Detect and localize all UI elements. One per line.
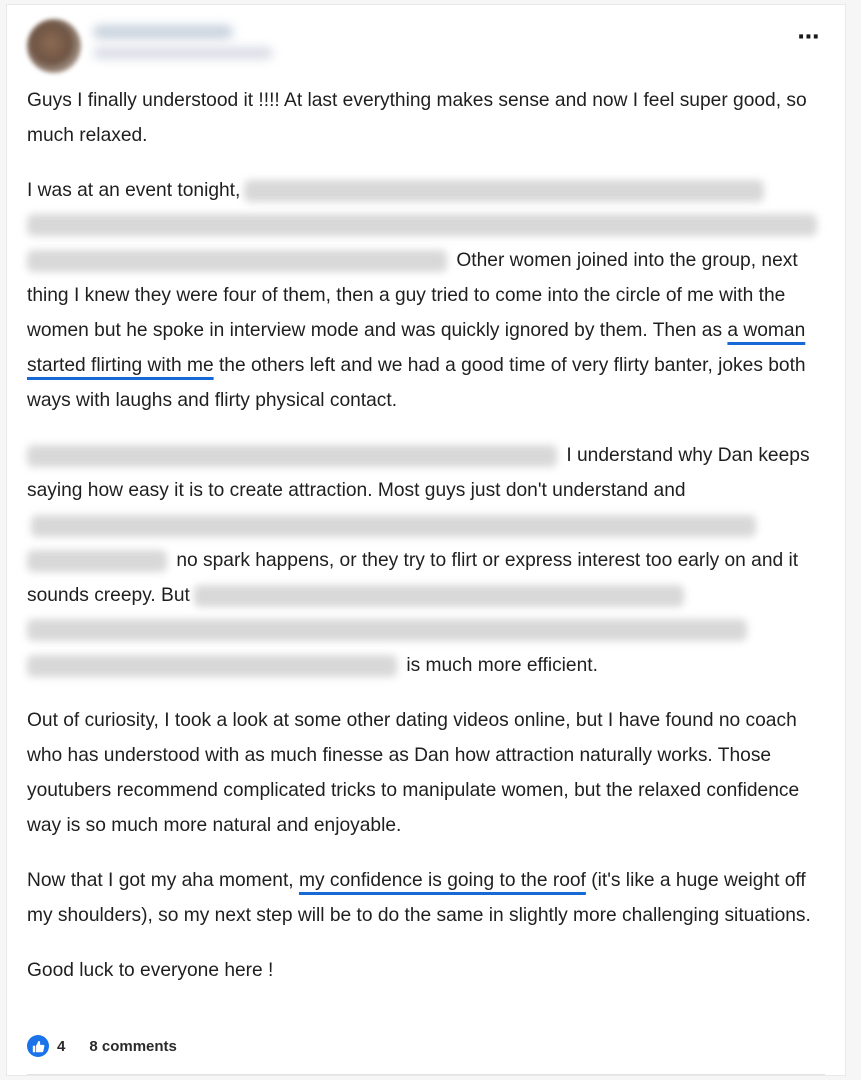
paragraph-text: Now that I got my aha moment, (27, 870, 294, 891)
paragraph-2 (27, 173, 825, 418)
paragraph-text: Other women joined into the group, next thing I knew they were four of them, then a guy tried to come into the circle of me with the women but he spoke in interview mode and was quickly ignored by them. Then as (27, 250, 798, 341)
comments-link[interactable]: 8 comments (89, 1037, 177, 1055)
thumbs-up-icon[interactable] (27, 1035, 49, 1057)
redacted-text (27, 550, 167, 572)
redacted-post-meta (93, 47, 273, 59)
paragraph-4 (27, 703, 825, 843)
paragraph-text: I was at an event tonight, (27, 180, 241, 201)
redacted-author-name (93, 25, 233, 39)
redacted-text (27, 250, 447, 272)
redacted-text (244, 180, 764, 202)
like-count[interactable]: 4 (57, 1037, 66, 1055)
redacted-text (27, 214, 817, 236)
post-footer (27, 1031, 727, 1061)
post-card (6, 4, 846, 1076)
paragraph-6 (27, 953, 825, 988)
post-body (27, 83, 825, 1008)
paragraph-3 (27, 438, 825, 683)
avatar[interactable] (27, 19, 81, 73)
paragraph-text: Out of curiosity, I took a look at some other dating videos online, but I have found no coach who has understood with as much finesse as Dan how attraction naturally works. Those youtubers recommend complicated tricks to manipulate women, but the relaxed confidence way is so much more natural and enjoyable. (27, 710, 800, 836)
paragraph-text: Guys I finally understood it !!!! At last everything makes sense and now I feel super good, so much relaxed. (27, 90, 807, 146)
highlighted-text: my confidence is going to the roof (298, 870, 586, 891)
highlighted-text: a woman started flirting with me (27, 320, 806, 376)
divider (27, 1074, 825, 1075)
paragraph-text: the others left and we had a good time of very flirty banter, jokes both ways with laughs and flirty physical contact. (27, 355, 806, 411)
paragraph-text: I understand why Dan keeps saying how easy it is to create attraction. Most guys just don't understand and (27, 445, 810, 501)
post-header (7, 5, 847, 79)
redacted-text (31, 515, 756, 537)
redacted-text (27, 655, 397, 677)
paragraph-5 (27, 863, 825, 933)
paragraph-text: (it's like a huge weight off my shoulders), so my next step will be to do the same in slightly more challenging situations. (27, 870, 811, 926)
paragraph-1 (27, 83, 825, 153)
paragraph-text: is much more efficient. (406, 655, 598, 676)
redacted-text (27, 619, 747, 641)
paragraph-text: no spark happens, or they try to flirt or express interest too early on and it sounds creepy. But (27, 550, 799, 606)
redacted-text (27, 445, 557, 467)
redacted-text (194, 585, 684, 607)
paragraph-text: Good luck to everyone here ! (27, 960, 274, 981)
more-options-icon[interactable]: ⋯ (797, 25, 821, 50)
